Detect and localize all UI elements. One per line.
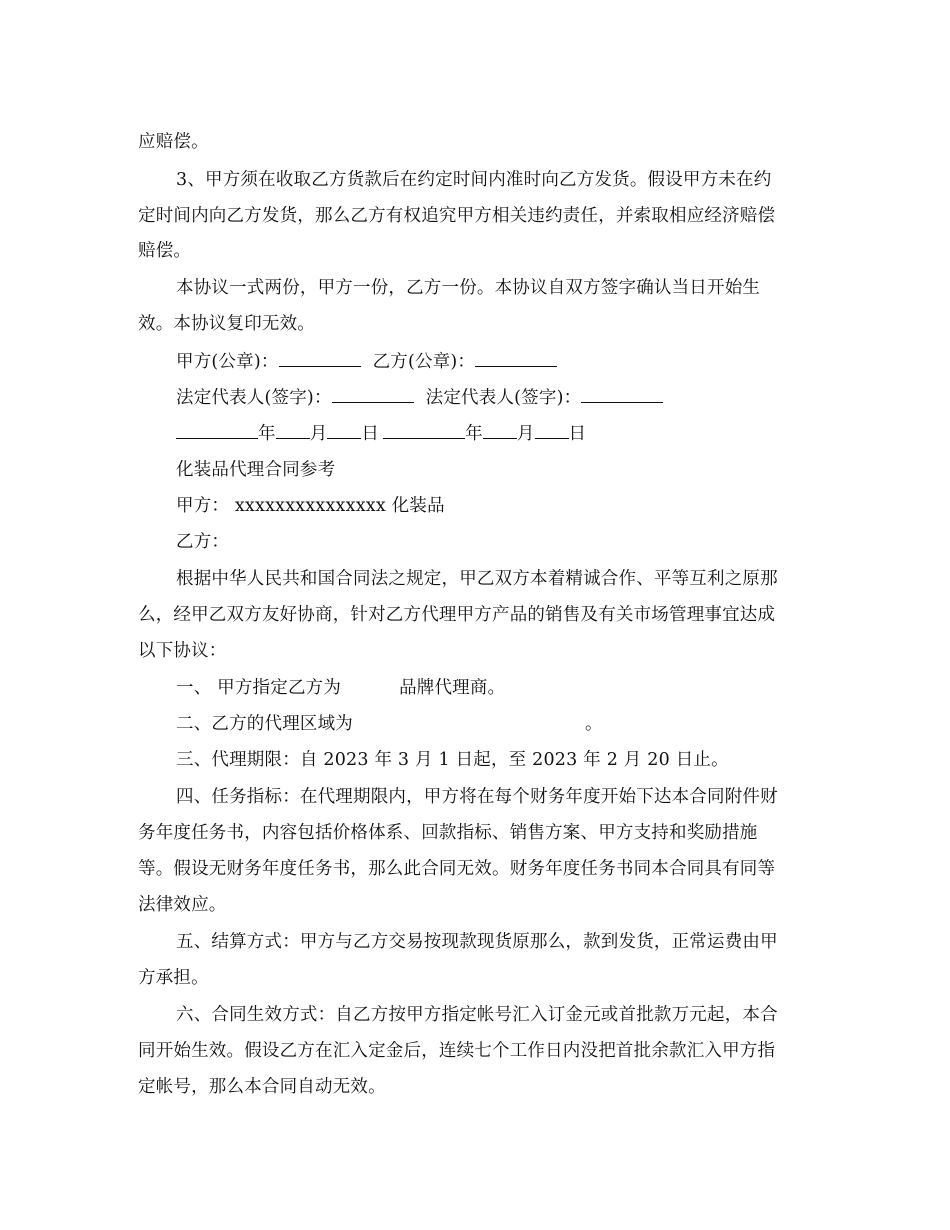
day-blank <box>535 421 569 439</box>
clause-4-line: 等。假设无财务年度任务书，那么此合同无效。财务年度任务书同本合同具有同等 <box>138 859 776 879</box>
representative-row <box>176 385 856 410</box>
party-b-seal-label: 乙方(公章)： <box>372 352 476 372</box>
paragraph-line: 应赔偿。 <box>138 132 209 152</box>
month-blank <box>483 421 517 439</box>
clause-1-prefix: 一、 甲方指定乙方为 <box>176 678 342 698</box>
paragraph-line: 3、甲方须在收取乙方货款后在约定时间内准时向乙方发货。假设甲方未在约 <box>176 170 772 190</box>
party-a-seal-blank <box>279 349 361 367</box>
clause-3: 三、代理期限：自 2023 年 3 月 1 日起，至 2023 年 2 月 20 日止。 <box>176 750 729 770</box>
seal-row <box>176 349 856 374</box>
year-blank <box>383 421 465 439</box>
intro-line: 根据中华人民共和国合同法之规定，甲乙双方本着精诚合作、平等互利之原那 <box>176 569 778 589</box>
month-blank <box>276 421 310 439</box>
clause-6-line: 同开始生效。假设乙方在汇入定金后，连续七个工作日内没把首批余款汇入甲方指 <box>138 1041 776 1061</box>
party-a-line: 甲方： xxxxxxxxxxxxxxx 化装品 <box>176 496 445 516</box>
year-label: 年 <box>258 424 276 444</box>
party-b-rep-label: 法定代表人(签字)： <box>425 388 582 408</box>
clause-2-prefix: 二、乙方的代理区域为 <box>176 714 353 734</box>
party-b-line: 乙方： <box>176 532 230 552</box>
clause-1 <box>176 676 856 700</box>
party-a-rep-blank <box>332 385 414 403</box>
month-label: 月 <box>309 424 328 444</box>
clause-4-line: 法律效应。 <box>138 895 227 915</box>
clause-5-line: 方承担。 <box>138 968 209 988</box>
paragraph-line: 赔偿。 <box>138 241 192 261</box>
paragraph-line: 定时间内向乙方发货，那么乙方有权追究甲方相关违约责任，并索取相应经济赔偿 <box>138 206 776 226</box>
intro-line: 么，经甲乙双方友好协商，针对乙方代理甲方产品的销售及有关市场管理事宜达成 <box>138 605 776 625</box>
year-blank <box>176 421 258 439</box>
paragraph-line: 本协议一式两份，甲方一份，乙方一份。本协议自双方签字确认当日开始生 <box>176 278 761 298</box>
clause-1-suffix: 品牌代理商。 <box>399 678 506 698</box>
intro-line: 以下协议： <box>138 641 227 661</box>
clause-4-line: 四、任务指标：在代理期限内，甲方将在每个财务年度开始下达本合同附件财 <box>176 787 778 807</box>
party-a-seal-label: 甲方(公章)： <box>176 352 279 372</box>
contract-title: 化装品代理合同参考 <box>176 460 336 480</box>
paragraph-line: 效。本协议复印无效。 <box>138 314 315 334</box>
day-blank <box>327 421 361 439</box>
party-b-rep-blank <box>581 385 663 403</box>
clause-2 <box>176 712 856 736</box>
year-label: 年 <box>465 424 483 444</box>
clause-6-line: 定帐号，那么本合同自动无效。 <box>138 1077 386 1097</box>
party-a-rep-label: 法定代表人(签字)： <box>176 388 332 408</box>
day-label: 日 <box>568 424 587 444</box>
month-label: 月 <box>516 424 535 444</box>
clause-2-suffix: 。 <box>585 714 603 734</box>
clause-6-line: 六、合同生效方式：自乙方按甲方指定帐号汇入订金元或首批款万元起，本合 <box>176 1005 778 1025</box>
date-row <box>176 421 856 446</box>
clause-4-line: 务年度任务书，内容包括价格体系、回款指标、销售方案、甲方支持和奖励措施 <box>138 823 758 843</box>
day-label: 日 <box>361 424 380 444</box>
clause-5-line: 五、结算方式：甲方与乙方交易按现款现货原那么，款到发货，正常运费由甲 <box>176 932 778 952</box>
party-b-seal-blank <box>475 349 557 367</box>
